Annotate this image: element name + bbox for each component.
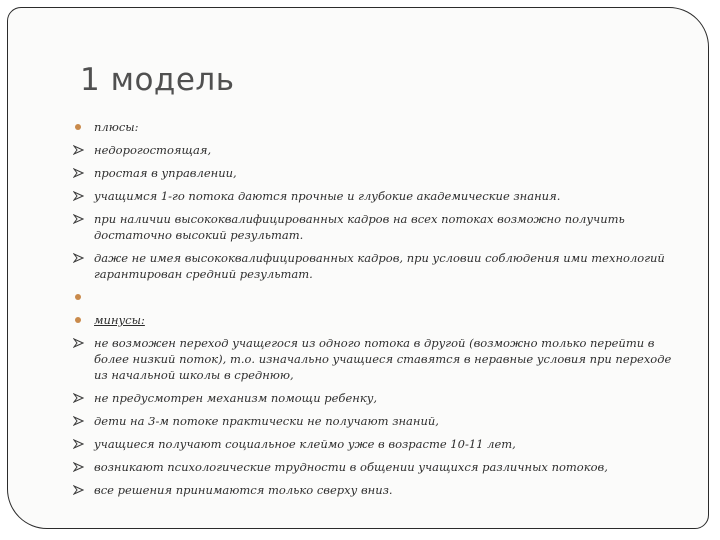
item-text: все решения принимаются только сверху вниз. — [94, 483, 393, 497]
list-item — [72, 413, 682, 429]
list-item — [72, 482, 682, 498]
list-item — [72, 289, 682, 305]
bullet-dot-icon — [72, 119, 86, 135]
item-text: не предусмотрен механизм помощи ребенку, — [94, 391, 378, 405]
arrow-bullet-icon — [72, 211, 86, 227]
slide-title: 1 модель — [80, 62, 235, 98]
arrow-bullet-icon — [72, 436, 86, 452]
list-item — [72, 436, 682, 452]
arrow-bullet-icon — [72, 142, 86, 158]
item-text: плюсы: — [94, 120, 139, 134]
bullet-dot-icon — [72, 289, 86, 305]
list-item — [72, 390, 682, 406]
item-text: простая в управлении, — [94, 166, 237, 180]
arrow-bullet-icon — [72, 482, 86, 498]
bullet-list — [72, 119, 682, 505]
arrow-bullet-icon — [72, 165, 86, 181]
item-text: возникают психологические трудности в общении учащихся различных потоков, — [94, 460, 608, 474]
arrow-bullet-icon — [72, 250, 86, 266]
list-item — [72, 188, 682, 204]
item-text: минусы: — [94, 313, 145, 327]
item-text: дети на 3-м потоке практически не получают знаний, — [94, 414, 439, 428]
arrow-bullet-icon — [72, 459, 86, 475]
arrow-bullet-icon — [72, 335, 86, 351]
item-text: учащимся 1-го потока даются прочные и глубокие академические знания. — [94, 189, 561, 203]
item-text: недорогостоящая, — [94, 143, 212, 157]
arrow-bullet-icon — [72, 188, 86, 204]
list-item — [72, 142, 682, 158]
item-text: при наличии высококвалифицированных кадров на всех потоках возможно получить достаточно высокий результат. — [94, 212, 625, 242]
list-item — [72, 250, 682, 282]
list-item — [72, 119, 682, 135]
item-text: не возможен переход учащегося из одного потока в другой (возможно только перейти в более низкий поток), т.о. изначально учащиеся ставятся в неравные условия при переходе из начальной школы в среднюю, — [94, 336, 672, 382]
item-text: даже не имея высококвалифицированных кадров, при условии соблюдения ими технологий гарантирован средний результат. — [94, 251, 665, 281]
bullet-dot-icon — [72, 312, 86, 328]
list-item — [72, 312, 682, 328]
list-item — [72, 335, 682, 383]
item-text: учащиеся получают социальное клеймо уже в возрасте 10-11 лет, — [94, 437, 516, 451]
list-item — [72, 211, 682, 243]
arrow-bullet-icon — [72, 413, 86, 429]
list-item — [72, 165, 682, 181]
arrow-bullet-icon — [72, 390, 86, 406]
list-item — [72, 459, 682, 475]
